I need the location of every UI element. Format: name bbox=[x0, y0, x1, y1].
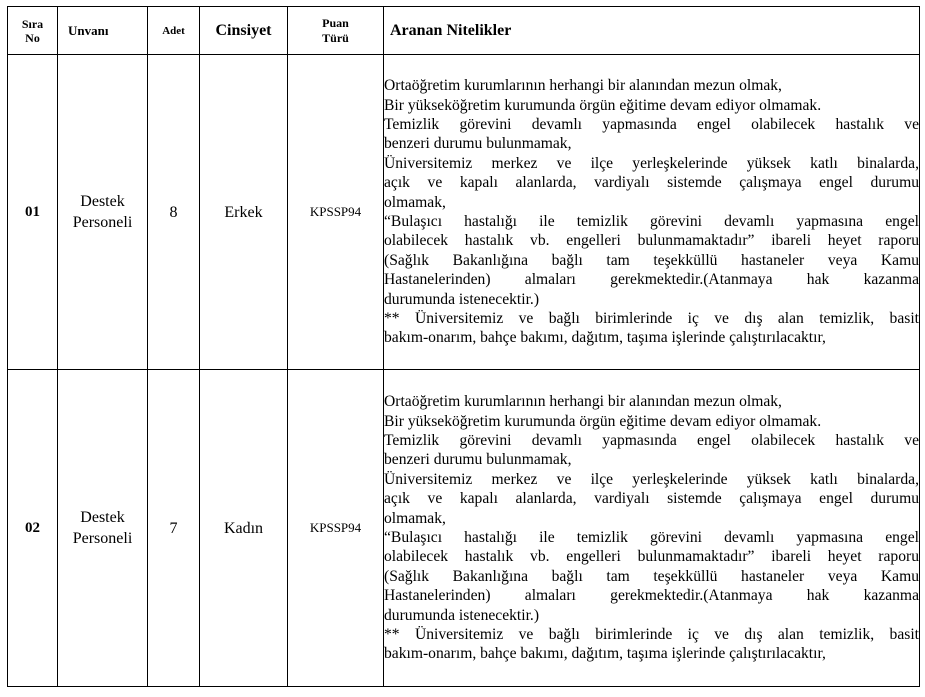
row-unvan bbox=[58, 370, 148, 687]
qualification-line: Bir yükseköğretim kurumunda örgün eğitime devam ediyor olmamak. bbox=[384, 412, 822, 430]
header-puan-label: Puan bbox=[322, 15, 349, 30]
header-puan-turu bbox=[288, 7, 384, 55]
qualification-line: Hastanelerinden) almaları gerekmektedir.(Atanmaya hak kazanma bbox=[384, 271, 919, 289]
qualification-line: olmamak, bbox=[384, 193, 446, 211]
qualification-line: durumunda istenecektir.) bbox=[384, 606, 540, 624]
qualification-line: Üniversitemiz merkez ve ilçe yerleşkelerinde yüksek katlı binalarda, bbox=[384, 470, 919, 488]
qualification-line: Üniversitemiz merkez ve ilçe yerleşkelerinde yüksek katlı binalarda, bbox=[384, 154, 919, 172]
qualification-line: bakım-onarım, bahçe bakımı, dağıtım, taşıma işlerinde çalıştırılacaktır, bbox=[384, 329, 826, 347]
qualification-line: Hastanelerinden) almaları gerekmektedir.(Atanmaya hak kazanma bbox=[384, 587, 919, 605]
row-number: 01 bbox=[8, 55, 58, 370]
qualification-line: olabilecek hastalık vb. engelleri bulunmamaktadır” ibareli heyet raporu bbox=[384, 232, 919, 250]
qualification-line: Ortaöğretim kurumlarının herhangi bir alanından mezun olmak, bbox=[384, 393, 782, 411]
qualification-line: olmamak, bbox=[384, 509, 446, 527]
header-row bbox=[8, 7, 920, 55]
qualification-line: bakım-onarım, bahçe bakımı, dağıtım, taşıma işlerinde çalıştırılacaktır, bbox=[384, 645, 826, 663]
qualification-line: açık ve kapalı alanlarda, vardiyalı sistemde çalışmaya engel durumu bbox=[384, 174, 919, 192]
row-number: 02 bbox=[8, 370, 58, 687]
table-row bbox=[8, 370, 920, 687]
qualification-line: durumunda istenecektir.) bbox=[384, 290, 540, 308]
qualification-line: Temizlik görevini devamlı yapmasında engel olabilecek hastalık ve bbox=[384, 115, 919, 133]
qualification-line: “Bulaşıcı hastalığı ile temizlik görevini devamlı yapmasına engel bbox=[384, 213, 919, 230]
header-unvan: Unvanı bbox=[58, 7, 148, 55]
qualification-line: ** Üniversitemiz ve bağlı birimlerinde iç ve dış alan temizlik, basit bbox=[384, 310, 919, 328]
row-unvan bbox=[58, 55, 148, 370]
qualification-line: Ortaöğretim kurumlarının herhangi bir alanından mezun olmak, bbox=[384, 77, 782, 95]
row-aranan-nitelikler bbox=[384, 55, 920, 370]
personnel-table bbox=[7, 6, 920, 687]
qualification-line: (Sağlık Bakanlığına bağlı tam teşekküllü hastaneler veya Kamu bbox=[384, 567, 919, 585]
unvan-line: Destek bbox=[80, 509, 125, 526]
header-turu-label: Türü bbox=[322, 30, 349, 45]
row-cinsiyet: Kadın bbox=[200, 370, 288, 687]
header-aranan-nitelikler: Aranan Nitelikler bbox=[384, 7, 920, 55]
qualification-line: “Bulaşıcı hastalığı ile temizlik görevini devamlı yapmasına engel bbox=[384, 529, 919, 546]
row-puan-turu: KPSSP94 bbox=[288, 55, 384, 370]
row-adet: 7 bbox=[148, 370, 200, 687]
qualification-line: Temizlik görevini devamlı yapmasında engel olabilecek hastalık ve bbox=[384, 431, 919, 449]
header-sira-no bbox=[8, 7, 58, 55]
unvan-line: Personeli bbox=[72, 530, 133, 547]
qualification-line: benzeri durumu bulunmamak, bbox=[384, 451, 572, 469]
row-adet: 8 bbox=[148, 55, 200, 370]
unvan-line: Personeli bbox=[72, 214, 133, 231]
header-sira-label: Sıra bbox=[21, 16, 44, 31]
qualification-line: benzeri durumu bulunmamak, bbox=[384, 135, 572, 153]
unvan-line: Destek bbox=[80, 193, 125, 210]
header-adet: Adet bbox=[148, 7, 200, 55]
header-no-label: No bbox=[25, 30, 40, 45]
qualification-line: Bir yükseköğretim kurumunda örgün eğitime devam ediyor olmamak. bbox=[384, 96, 822, 114]
qualification-line: (Sağlık Bakanlığına bağlı tam teşekküllü hastaneler veya Kamu bbox=[384, 251, 919, 269]
qualification-line: ** Üniversitemiz ve bağlı birimlerinde iç ve dış alan temizlik, basit bbox=[384, 626, 919, 644]
qualification-line: olabilecek hastalık vb. engelleri bulunmamaktadır” ibareli heyet raporu bbox=[384, 548, 919, 566]
row-cinsiyet: Erkek bbox=[200, 55, 288, 370]
qualification-line: açık ve kapalı alanlarda, vardiyalı sistemde çalışmaya engel durumu bbox=[384, 490, 919, 508]
row-puan-turu: KPSSP94 bbox=[288, 370, 384, 687]
table-row bbox=[8, 55, 920, 370]
header-cinsiyet: Cinsiyet bbox=[200, 7, 288, 55]
row-aranan-nitelikler bbox=[384, 370, 920, 687]
